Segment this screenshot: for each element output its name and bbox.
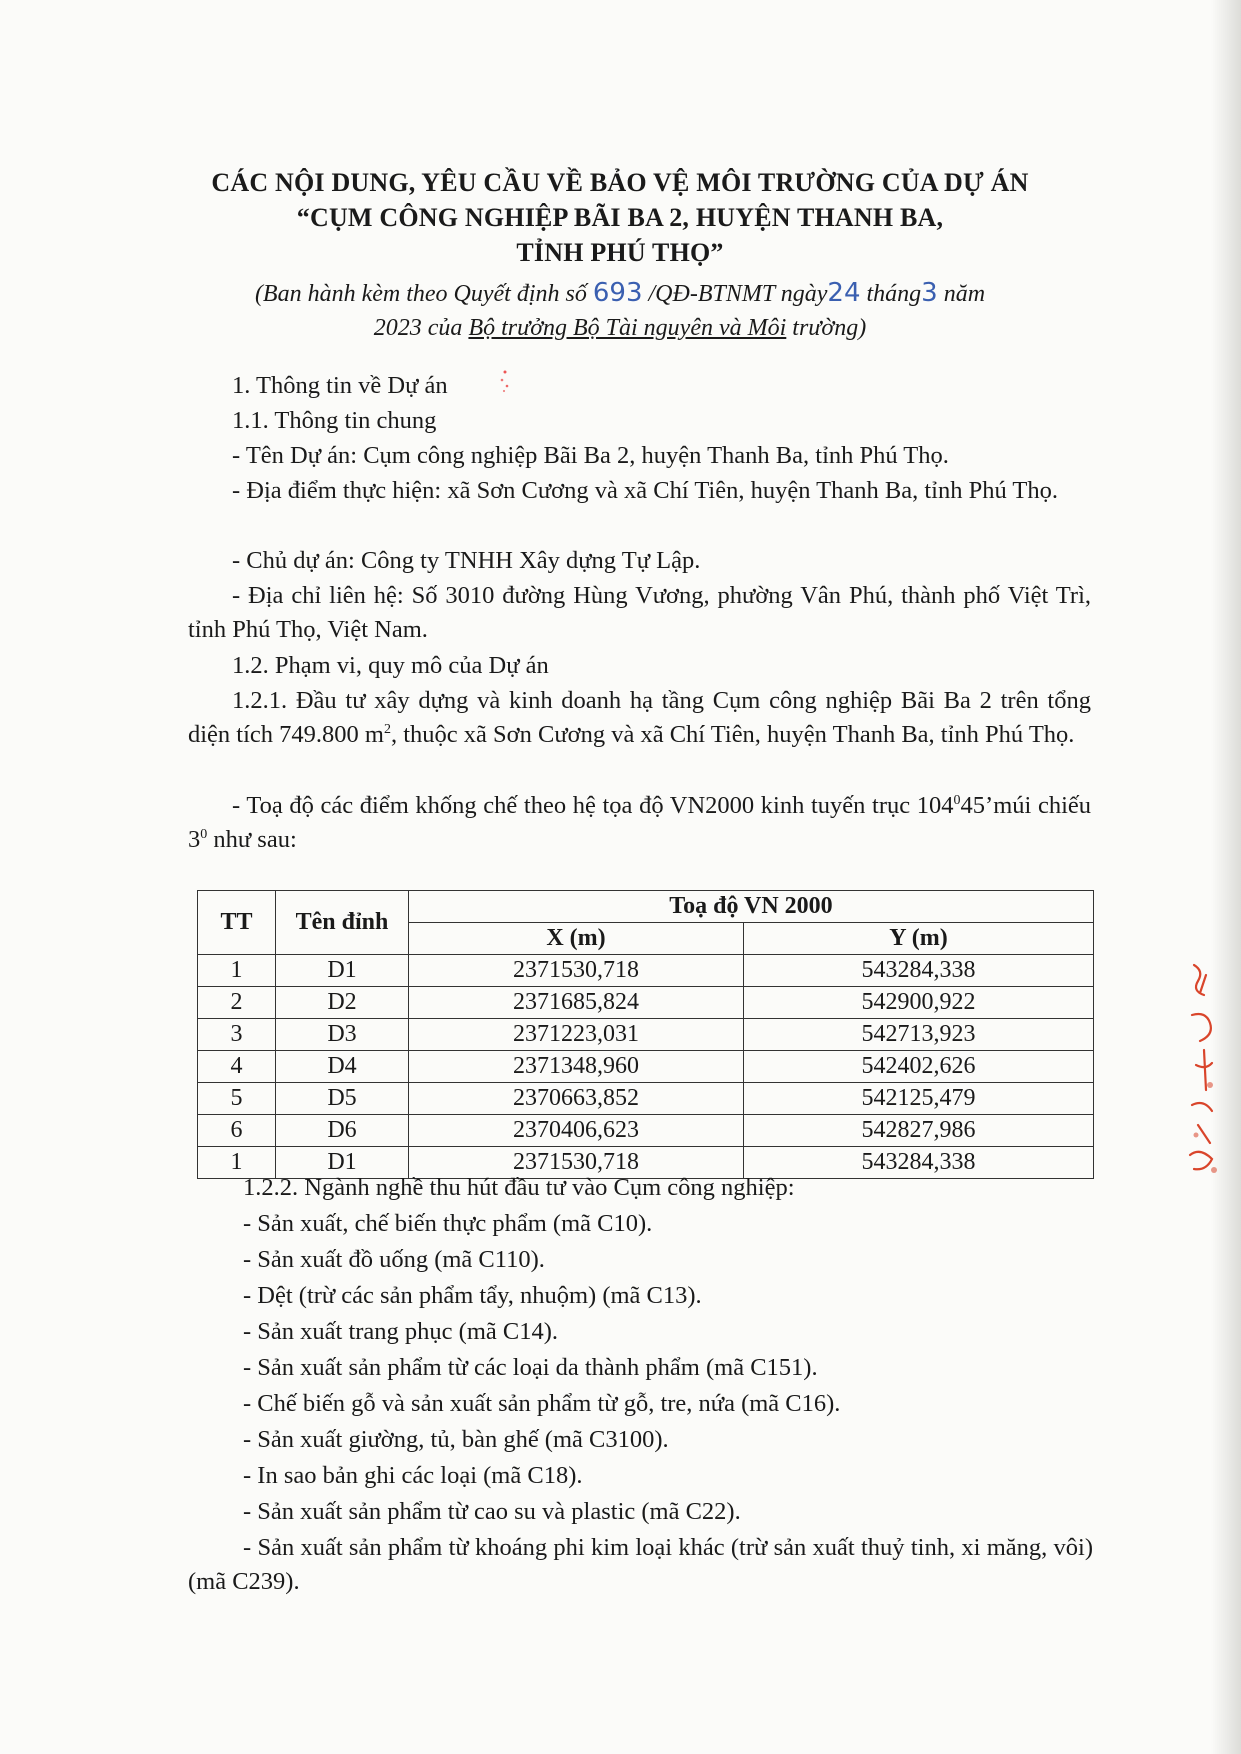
- col-header-y: Y (m): [744, 923, 1094, 955]
- coordinates-table: [197, 890, 1094, 1179]
- cell-y: 542900,922: [744, 987, 1094, 1019]
- cell-tt: 6: [198, 1115, 276, 1147]
- cell-x: 2371685,824: [409, 987, 744, 1019]
- project-name: - Tên Dự án: Cụm công nghiệp Bãi Ba 2, huyện Thanh Ba, tỉnh Phú Thọ.: [232, 442, 949, 469]
- industry-item: - Chế biến gỗ và sản xuất sản phẩm từ gỗ, tre, nứa (mã C16).: [243, 1390, 841, 1417]
- title-line-3: TỈNH PHÚ THỌ”: [516, 238, 724, 267]
- coords-sup-2: 0: [200, 826, 208, 842]
- coords-sup-1: 0: [953, 792, 961, 808]
- table-row: [198, 1083, 1094, 1115]
- cell-x: 2371530,718: [409, 1147, 744, 1179]
- s121-sup: 2: [383, 721, 391, 737]
- cell-name: D5: [276, 1083, 409, 1115]
- decision-number-handwritten: 693: [592, 278, 643, 308]
- cell-name: D6: [276, 1115, 409, 1147]
- section-1-2-heading: 1.2. Phạm vi, quy mô của Dự án: [232, 652, 549, 679]
- cell-tt: 1: [198, 1147, 276, 1179]
- table-row: [198, 987, 1094, 1019]
- industry-item: - Sản xuất đồ uống (mã C110).: [243, 1246, 545, 1273]
- col-header-name: Tên đỉnh: [276, 891, 409, 955]
- issued-line-2: [150, 311, 1090, 345]
- issued-year: 2023 của: [373, 315, 469, 341]
- table-row: [198, 1051, 1094, 1083]
- cell-y: 542827,986: [744, 1115, 1094, 1147]
- issued-mid3: năm: [937, 281, 986, 307]
- industry-item: - Sản xuất sản phẩm từ khoáng phi kim loại khác (trừ sản xuất thuỷ tinh, xi măng, vôi) (mã C239).: [188, 1534, 1093, 1595]
- coordinates-intro: [188, 789, 1091, 857]
- s121-text-b: , thuộc xã Sơn Cương và xã Chí Tiên, huyện Thanh Ba, tỉnh Phú Thọ.: [390, 721, 1075, 748]
- cell-tt: 1: [198, 955, 276, 987]
- project-address: - Địa chỉ liên hệ: Số 3010 đường Hùng Vương, phường Vân Phú, thành phố Việt Trì, tỉnh Phú Thọ, Việt Nam.: [188, 582, 1091, 643]
- table-row: [198, 1019, 1094, 1051]
- industry-item: - Dệt (trừ các sản phẩm tẩy, nhuộm) (mã C13).: [243, 1282, 702, 1309]
- industry-item: - Sản xuất, chế biến thực phẩm (mã C10).: [243, 1210, 653, 1237]
- col-header-tt: TT: [198, 891, 276, 955]
- cell-tt: 5: [198, 1083, 276, 1115]
- cell-y: 543284,338: [744, 1147, 1094, 1179]
- table-header-row: [198, 891, 1094, 923]
- cell-y: 543284,338: [744, 955, 1094, 987]
- project-location: - Địa điểm thực hiện: xã Sơn Cương và xã Chí Tiên, huyện Thanh Ba, tỉnh Phú Thọ.: [232, 477, 1058, 504]
- issued-prefix: (Ban hành kèm theo Quyết định số: [254, 281, 593, 307]
- side-stamp: [1184, 955, 1224, 1185]
- cell-x: 2370406,623: [409, 1115, 744, 1147]
- coords-text-b: 45’múi chiếu 3: [188, 792, 1091, 853]
- issued-line-1: [150, 276, 1090, 311]
- cell-name: D3: [276, 1019, 409, 1051]
- industry-item: - In sao bản ghi các loại (mã C18).: [243, 1462, 583, 1489]
- issued-mid2: tháng: [860, 281, 922, 307]
- project-owner: - Chủ dự án: Công ty TNHH Xây dựng Tự Lập.: [232, 547, 701, 574]
- cell-x: 2371348,960: [409, 1051, 744, 1083]
- table-row: [198, 1115, 1094, 1147]
- cell-x: 2371530,718: [409, 955, 744, 987]
- cell-name: D2: [276, 987, 409, 1019]
- section-1-2-2-heading: 1.2.2. Ngành nghề thu hút đầu tư vào Cụm công nghiệp:: [243, 1174, 795, 1201]
- cell-tt: 4: [198, 1051, 276, 1083]
- red-mark: [498, 368, 512, 394]
- industry-item: - Sản xuất sản phẩm từ các loại da thành phẩm (mã C151).: [243, 1354, 818, 1381]
- col-header-vn2000: Toạ độ VN 2000: [409, 891, 1094, 923]
- cell-y: 542713,923: [744, 1019, 1094, 1051]
- cell-name: D4: [276, 1051, 409, 1083]
- title-line-2: “CỤM CÔNG NGHIỆP BÃI BA 2, HUYỆN THANH BA,: [296, 203, 944, 232]
- cell-name: D1: [276, 955, 409, 987]
- cell-x: 2370663,852: [409, 1083, 744, 1115]
- cell-x: 2371223,031: [409, 1019, 744, 1051]
- industry-item: - Sản xuất trang phục (mã C14).: [243, 1318, 559, 1345]
- scan-edge-shadow: [1211, 0, 1241, 1754]
- day-handwritten: 24: [827, 278, 861, 308]
- section-1-heading: 1. Thông tin về Dự án: [232, 372, 448, 399]
- industry-item: - Sản xuất sản phẩm từ cao su và plastic (mã C22).: [243, 1498, 741, 1525]
- table-row: [198, 955, 1094, 987]
- cell-y: 542402,626: [744, 1051, 1094, 1083]
- s121-text-a: 1.2.1. Đầu tư xây dựng và kinh doanh hạ tầng Cụm công nghiệp Bãi Ba 2 trên tổng diện tích 749.800 m: [188, 687, 1091, 748]
- cell-y: 542125,479: [744, 1083, 1094, 1115]
- cell-tt: 3: [198, 1019, 276, 1051]
- col-header-x: X (m): [409, 923, 744, 955]
- section-1-2-1: [188, 684, 1091, 752]
- title-line-1: CÁC NỘI DUNG, YÊU CẦU VỀ BẢO VỆ MÔI TRƯỜNG CỦA DỰ ÁN: [211, 168, 1029, 197]
- issued-end: trường): [786, 315, 867, 341]
- cell-tt: 2: [198, 987, 276, 1019]
- coords-text-a: - Toạ độ các điểm khống chế theo hệ tọa độ VN2000 kinh tuyến trục 104: [232, 792, 954, 819]
- issued-mid1: /QĐ-BTNMT ngày: [642, 281, 828, 307]
- issuing-authority: Bộ trưởng Bộ Tài nguyên và Môi: [468, 315, 787, 341]
- coords-text-c: như sau:: [207, 826, 297, 853]
- month-handwritten: 3: [921, 278, 938, 308]
- section-1-1-heading: 1.1. Thông tin chung: [232, 407, 437, 434]
- industry-item: - Sản xuất giường, tủ, bàn ghế (mã C3100).: [243, 1426, 669, 1453]
- cell-name: D1: [276, 1147, 409, 1179]
